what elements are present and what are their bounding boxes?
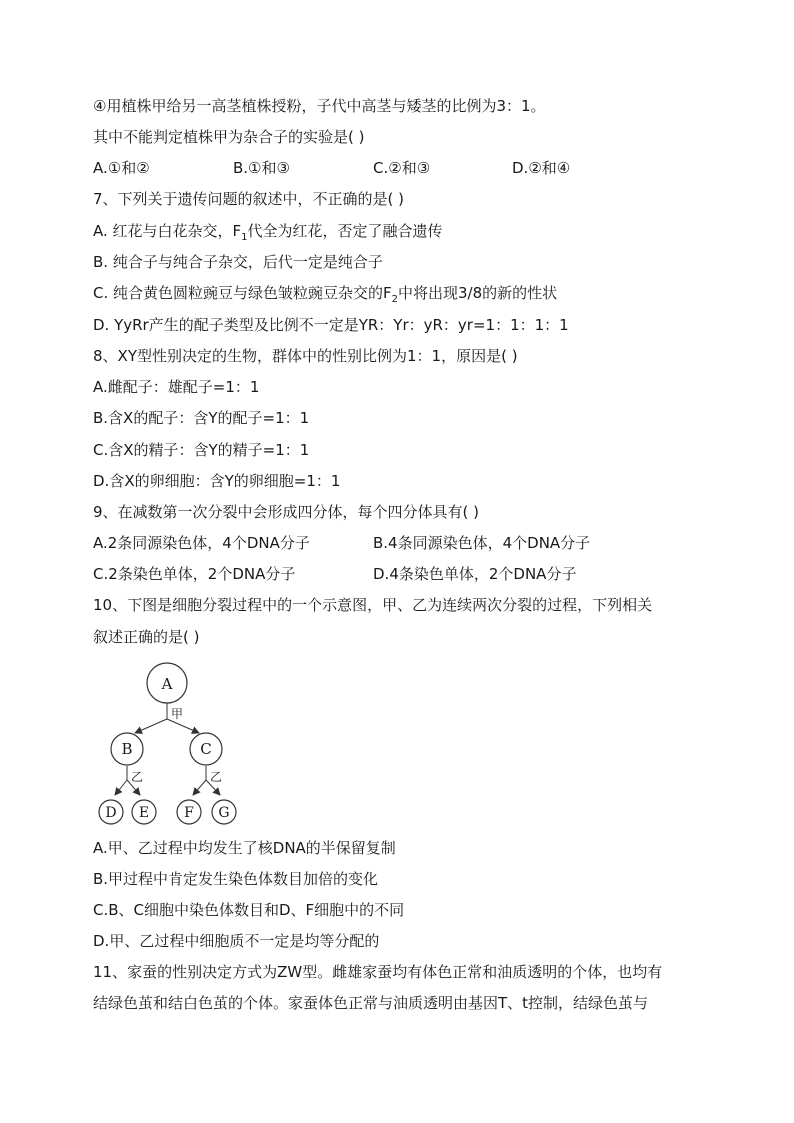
q10-question-line1: 10、下图是细胞分裂过程中的一个示意图，甲、乙为连续两次分裂的过程，下列相关 — [93, 596, 653, 614]
cell-g-label: G — [218, 805, 230, 821]
q11-question-line1: 11、家蚕的性别决定方式为ZW型。雌雄家蚕均有体色正常和油质透明的个体，也均有 — [93, 963, 663, 981]
cell-f-label: F — [184, 805, 194, 821]
cell-c-label: C — [200, 740, 212, 758]
q10-option-d: D.甲、乙过程中细胞质不一定是均等分配的 — [93, 932, 380, 950]
q7-option-b: B. 纯合子与纯合子杂交，后代一定是纯合子 — [93, 253, 383, 271]
q10-option-a: A.甲、乙过程中均发生了核DNA的半保留复制 — [93, 839, 396, 857]
q6-option-b: B.①和③ — [233, 159, 290, 177]
q7-question: 7、下列关于遗传问题的叙述中，不正确的是( ) — [93, 190, 405, 208]
q10-question-line2: 叙述正确的是( ) — [93, 628, 200, 646]
q9-question: 9、在减数第一次分裂中会形成四分体，每个四分体具有( ) — [93, 503, 480, 521]
cell-b-label: B — [121, 740, 133, 758]
q8-option-b: B.含X的配子：含Y的配子=1：1 — [93, 409, 310, 427]
q7-option-a: A. 红花与白花杂交，$F_1$代全为红花，否定了融合遗传 — [93, 222, 443, 243]
process-yi-label-right: 乙 — [210, 770, 223, 784]
cell-division-diagram — [90, 655, 260, 830]
q10-option-b: B.甲过程中肯定发生染色体数目加倍的变化 — [93, 870, 379, 888]
cell-e-label: E — [138, 805, 150, 821]
cell-a-label: A — [161, 675, 173, 693]
q9-option-b: B.4条同源染色体，4个DNA分子 — [373, 534, 591, 552]
q8-option-c: C.含X的精子：含Y的精子=1：1 — [93, 441, 310, 459]
q6-item-4: ④用植株甲给另一高茎植株授粉，子代中高茎与矮茎的比例为3：1。 — [93, 97, 546, 115]
q7-option-c: C. 纯合黄色圆粒豌豆与绿色皱粒豌豆杂交的$F_2$中将出现3/8的新的性状 — [93, 284, 558, 305]
q6-question: 其中不能判定植株甲为杂合子的实验是( ) — [93, 128, 365, 146]
q8-option-d: D.含X的卵细胞：含Y的卵细胞=1：1 — [93, 472, 341, 490]
q6-option-c: C.②和③ — [373, 159, 431, 177]
cell-d-label: D — [105, 805, 117, 821]
q8-question: 8、XY型性别决定的生物，群体中的性别比例为1：1，原因是( ) — [93, 347, 518, 365]
q6-option-d: D.②和④ — [512, 159, 571, 177]
q6-option-a: A.①和② — [93, 159, 150, 177]
q10-option-c: C.B、C细胞中染色体数目和D、F细胞中的不同 — [93, 901, 405, 919]
q8-option-a: A.雌配子：雄配子=1：1 — [93, 378, 260, 396]
process-yi-label-left: 乙 — [131, 770, 144, 784]
process-jia-label: 甲 — [171, 707, 184, 721]
q9-option-a: A.2条同源染色体，4个DNA分子 — [93, 534, 310, 552]
q9-option-c: C.2条染色单体，2个DNA分子 — [93, 565, 296, 583]
q11-question-line2: 结绿色茧和结白色茧的个体。家蚕体色正常与油质透明由基因T、t控制，结绿色茧与 — [93, 994, 649, 1012]
q9-option-d: D.4条染色单体，2个DNA分子 — [373, 565, 577, 583]
q7-option-d: D. YyRr产生的配子类型及比例不一定是YR：Yr：yR：yr=1：1：1：1 — [93, 316, 569, 334]
